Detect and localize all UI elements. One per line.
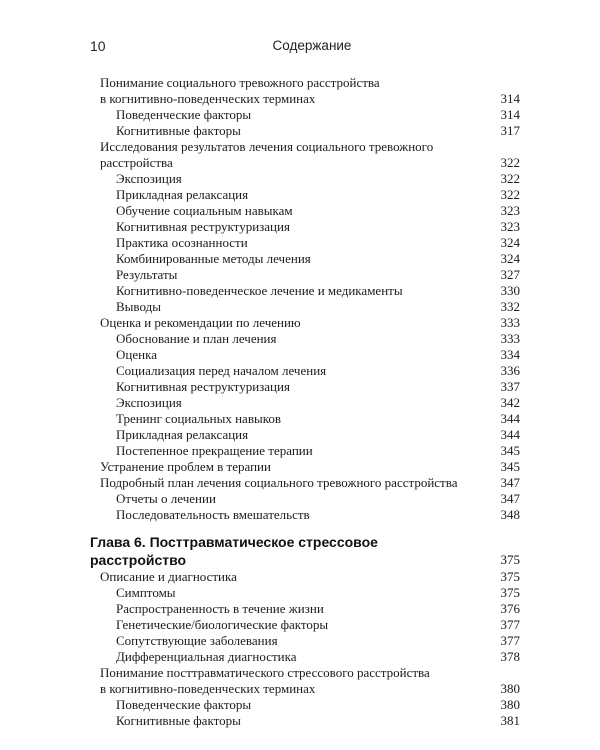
toc-entry <box>90 569 520 585</box>
toc-entry-title: Оценка и рекомендации по лечению <box>100 315 301 330</box>
toc-entry-title: Глава 6. Посттравматическое стрессовое расстройство <box>90 534 378 568</box>
toc-page-number: 337 <box>500 379 520 394</box>
toc-page-number: 381 <box>500 713 520 728</box>
toc-entry <box>90 601 520 617</box>
toc-entry <box>90 713 520 729</box>
toc-page-number: 347 <box>500 491 520 506</box>
toc-entry-title: Комбинированные методы лечения <box>116 251 311 266</box>
toc-page-number: 324 <box>500 251 520 266</box>
toc-entry-title: Поведенческие факторы <box>116 697 252 712</box>
running-title: Содержание <box>272 38 352 53</box>
toc-entry-title: Обоснование и план лечения <box>116 331 277 346</box>
toc-entry-title: Генетические/биологические факторы <box>116 617 329 632</box>
toc-entry <box>90 633 520 649</box>
toc-entry-title: Обучение социальным навыкам <box>116 203 293 218</box>
toc-entry-title: Когнитивные факторы <box>116 713 241 728</box>
toc-entry <box>90 585 520 601</box>
toc-page-number: 375 <box>500 569 520 584</box>
toc-page-number: 345 <box>500 443 520 458</box>
toc-entry <box>90 331 520 347</box>
toc-entry <box>90 235 520 251</box>
toc-page-number: 347 <box>500 475 520 490</box>
toc-entry-title: Когнитивно-поведенческое лечение и медикаменты <box>116 283 403 298</box>
toc-page-number: 344 <box>500 427 520 442</box>
toc-page-number: 375 <box>500 585 520 600</box>
toc-entry-title: Тренинг социальных навыков <box>116 411 281 426</box>
toc-entry-title: Когнитивные факторы <box>116 123 241 138</box>
toc-entry-title: Результаты <box>116 267 178 282</box>
toc-entry-title: Прикладная релаксация <box>116 427 249 442</box>
toc-page-number: 314 <box>500 107 520 122</box>
toc-entry <box>90 617 520 633</box>
toc-page-number: 348 <box>500 507 520 522</box>
toc-page-number: 317 <box>500 123 520 138</box>
toc-page-number: 378 <box>500 649 520 664</box>
toc-entry-title: Последовательность вмешательств <box>116 507 310 522</box>
toc-entry-title: Описание и диагностика <box>100 569 237 584</box>
toc-entry <box>90 267 520 283</box>
toc-page-number: 322 <box>500 187 520 202</box>
toc-entry <box>90 171 520 187</box>
toc-entry <box>90 459 520 475</box>
toc-page-number: 327 <box>500 267 520 282</box>
toc-entry <box>90 475 520 491</box>
toc-entry-title: Практика осознанности <box>116 235 248 250</box>
toc-entry <box>90 315 520 331</box>
toc-entry <box>90 427 520 443</box>
toc-page-number: 345 <box>500 459 520 474</box>
toc-page-number: 333 <box>500 331 520 346</box>
toc-entry <box>90 697 520 713</box>
toc-entry <box>90 347 520 363</box>
toc-entry <box>90 251 520 267</box>
toc-entry-title: Подробный план лечения социального тревожного расстройства <box>100 475 458 490</box>
toc-page-number: 322 <box>500 155 520 170</box>
toc-entry <box>90 139 520 171</box>
toc-entry-title: Поведенческие факторы <box>116 107 252 122</box>
toc-page-number: 344 <box>500 411 520 426</box>
toc-entry-title: Когнитивная реструктуризация <box>116 379 290 394</box>
toc-page-number: 332 <box>500 299 520 314</box>
toc-entry <box>90 665 520 697</box>
toc-page-number: 334 <box>500 347 520 362</box>
toc-entry-title: Постепенное прекращение терапии <box>116 443 313 458</box>
toc-entry <box>90 299 520 315</box>
toc-entry <box>90 75 520 107</box>
toc-entry-title: Экспозиция <box>116 171 182 186</box>
toc-entry <box>90 379 520 395</box>
toc-page-number: 333 <box>500 315 520 330</box>
toc-page-number: 342 <box>500 395 520 410</box>
toc-page-number: 376 <box>500 601 520 616</box>
toc-entry-title: Отчеты о лечении <box>116 491 216 506</box>
toc-entry <box>90 411 520 427</box>
toc-page-number: 314 <box>500 91 520 106</box>
toc-entry-title: Исследования результатов лечения социального тревожного расстройства <box>100 139 434 170</box>
table-of-contents <box>90 75 520 729</box>
toc-page-number: 323 <box>500 203 520 218</box>
toc-entry <box>90 491 520 507</box>
toc-entry-title: Прикладная релаксация <box>116 187 249 202</box>
toc-page-number: 330 <box>500 283 520 298</box>
page-header <box>0 0 600 60</box>
toc-page-number: 375 <box>500 552 520 567</box>
toc-page-number: 377 <box>500 633 520 648</box>
toc-entry-title: Социализация перед началом лечения <box>116 363 327 378</box>
toc-entry-title: Понимание посттравматического стрессового расстройства в когнитивно-поведенческих терминах <box>100 665 430 696</box>
toc-entry-title: Симптомы <box>116 585 176 600</box>
toc-entry <box>90 187 520 203</box>
toc-chapter-heading <box>90 533 520 569</box>
toc-entry-title: Дифференциальная диагностика <box>116 649 297 664</box>
toc-page-number: 323 <box>500 219 520 234</box>
toc-page-number: 380 <box>500 681 520 696</box>
toc-page-number: 380 <box>500 697 520 712</box>
toc-entry-title: Понимание социального тревожного расстройства в когнитивно-поведенческих терминах <box>100 75 380 106</box>
toc-page-number: 336 <box>500 363 520 378</box>
toc-entry-title: Распространенность в течение жизни <box>116 601 324 616</box>
toc-entry-title: Когнитивная реструктуризация <box>116 219 290 234</box>
toc-entry <box>90 283 520 299</box>
toc-entry-title: Выводы <box>116 299 161 314</box>
toc-entry-title: Оценка <box>116 347 157 362</box>
toc-entry-title: Экспозиция <box>116 395 182 410</box>
toc-page-number: 377 <box>500 617 520 632</box>
toc-entry <box>90 507 520 523</box>
toc-entry <box>90 203 520 219</box>
page-number: 10 <box>90 38 106 54</box>
toc-entry <box>90 107 520 123</box>
toc-page-number: 322 <box>500 171 520 186</box>
toc-entry <box>90 123 520 139</box>
toc-page-number: 324 <box>500 235 520 250</box>
toc-entry <box>90 363 520 379</box>
toc-entry <box>90 395 520 411</box>
toc-entry <box>90 443 520 459</box>
toc-entry <box>90 219 520 235</box>
toc-entry-title: Устранение проблем в терапии <box>100 459 271 474</box>
toc-entry <box>90 649 520 665</box>
toc-entry-title: Сопутствующие заболевания <box>116 633 278 648</box>
